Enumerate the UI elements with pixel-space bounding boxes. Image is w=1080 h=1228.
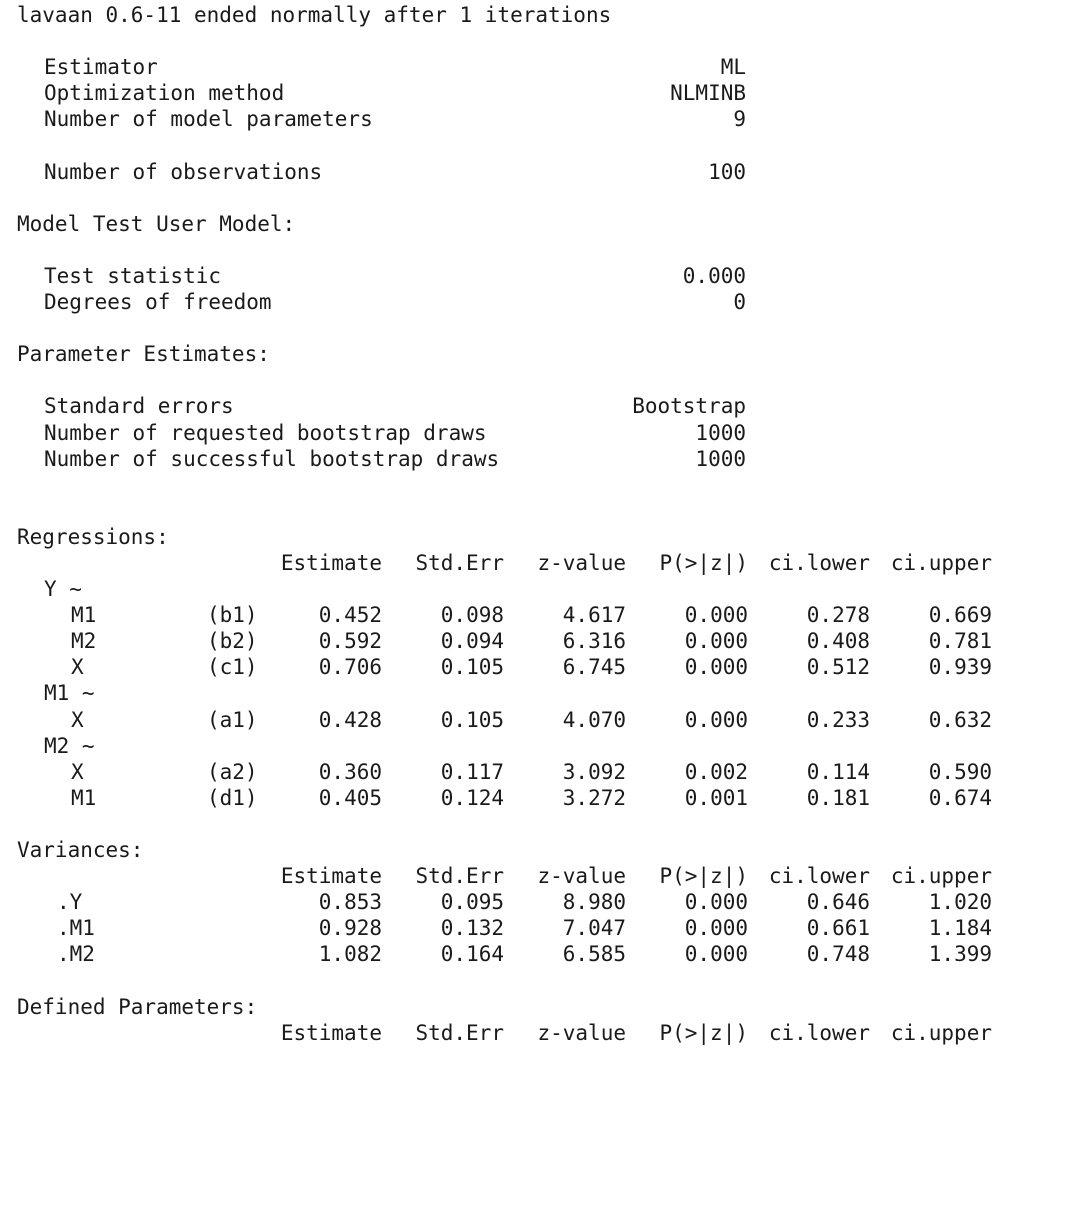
table-row bbox=[17, 628, 1067, 654]
row-var: M2 bbox=[71, 629, 97, 654]
cell-estimate: 0.706 bbox=[318, 655, 382, 680]
table-row bbox=[17, 759, 1067, 785]
table-row bbox=[17, 654, 1067, 680]
cell-estimate: 0.592 bbox=[318, 629, 382, 654]
cell-pvalue: 0.000 bbox=[684, 890, 748, 915]
cell-ci-upper: 0.590 bbox=[928, 759, 992, 784]
col-header: ci.upper bbox=[890, 1020, 992, 1045]
info-row bbox=[17, 106, 1067, 132]
info-row bbox=[17, 54, 1067, 80]
col-header: Estimate bbox=[280, 1020, 382, 1045]
cell-estimate: 1.082 bbox=[318, 942, 382, 967]
table-row bbox=[17, 602, 1067, 628]
col-header: z-value bbox=[537, 864, 626, 889]
regression-group-lhs bbox=[17, 680, 1067, 706]
console-output bbox=[17, 2, 1067, 1046]
cell-ci-lower: 0.233 bbox=[806, 707, 870, 732]
col-header: ci.upper bbox=[890, 864, 992, 889]
cell-zvalue: 4.617 bbox=[562, 603, 626, 628]
cell-pvalue: 0.000 bbox=[684, 655, 748, 680]
col-header: z-value bbox=[537, 550, 626, 575]
blank-line bbox=[17, 237, 1067, 263]
model-test-heading: Model Test User Model: bbox=[17, 211, 296, 236]
cell-ci-lower: 0.646 bbox=[806, 890, 870, 915]
cell-pvalue: 0.000 bbox=[684, 603, 748, 628]
blank-line bbox=[17, 367, 1067, 393]
cell-pvalue: 0.000 bbox=[684, 629, 748, 654]
cell-ci-upper: 0.674 bbox=[928, 785, 992, 810]
col-header: Std.Err bbox=[415, 864, 504, 889]
col-header: Std.Err bbox=[415, 550, 504, 575]
cell-zvalue: 7.047 bbox=[562, 916, 626, 941]
section-heading bbox=[17, 211, 1067, 237]
lhs-label: Y ~ bbox=[44, 577, 82, 602]
row-var: .M1 bbox=[57, 916, 95, 941]
defined-parameters-heading: Defined Parameters: bbox=[17, 994, 258, 1019]
cell-zvalue: 4.070 bbox=[562, 707, 626, 732]
info-label: Standard errors bbox=[44, 394, 234, 419]
blank-line bbox=[17, 185, 1067, 211]
info-row bbox=[17, 393, 1067, 419]
table-row bbox=[17, 915, 1067, 941]
cell-stderr: 0.132 bbox=[440, 916, 504, 941]
info-value: NLMINB bbox=[670, 81, 746, 106]
row-var: X bbox=[71, 655, 84, 680]
cell-ci-upper: 1.184 bbox=[928, 916, 992, 941]
cell-zvalue: 3.092 bbox=[562, 759, 626, 784]
info-value: 1000 bbox=[695, 420, 746, 445]
col-header: Std.Err bbox=[415, 1020, 504, 1045]
lhs-label: M1 ~ bbox=[44, 681, 95, 706]
row-var: X bbox=[71, 707, 84, 732]
cell-stderr: 0.117 bbox=[440, 759, 504, 784]
variances-heading: Variances: bbox=[17, 838, 144, 862]
row-label: (b1) bbox=[207, 603, 258, 628]
cell-zvalue: 6.585 bbox=[562, 942, 626, 967]
info-label: Number of observations bbox=[44, 159, 323, 184]
info-value: 0.000 bbox=[682, 263, 746, 288]
cell-zvalue: 6.745 bbox=[562, 655, 626, 680]
row-var: X bbox=[71, 759, 84, 784]
info-row bbox=[17, 263, 1067, 289]
blank-line bbox=[17, 28, 1067, 54]
regression-group-lhs bbox=[17, 576, 1067, 602]
row-label: (c1) bbox=[207, 655, 258, 680]
cell-ci-lower: 0.512 bbox=[806, 655, 870, 680]
info-value: 0 bbox=[733, 290, 746, 315]
blank-line bbox=[17, 967, 1067, 993]
section-heading bbox=[17, 994, 1067, 1020]
row-var: .M2 bbox=[57, 942, 95, 967]
cell-stderr: 0.094 bbox=[440, 629, 504, 654]
info-value: 100 bbox=[708, 159, 746, 184]
row-var: M1 bbox=[71, 603, 97, 628]
info-row bbox=[17, 80, 1067, 106]
blank-line bbox=[17, 498, 1067, 524]
cell-ci-lower: 0.408 bbox=[806, 629, 870, 654]
table-row bbox=[17, 941, 1067, 967]
cell-estimate: 0.360 bbox=[318, 759, 382, 784]
col-header: P(>|z|) bbox=[659, 864, 748, 889]
cell-zvalue: 3.272 bbox=[562, 785, 626, 810]
info-label: Number of requested bootstrap draws bbox=[44, 420, 487, 445]
col-header: Estimate bbox=[280, 864, 382, 889]
cell-ci-upper: 0.669 bbox=[928, 603, 992, 628]
info-row bbox=[17, 446, 1067, 472]
cell-estimate: 0.853 bbox=[318, 890, 382, 915]
cell-ci-upper: 1.020 bbox=[928, 890, 992, 915]
cell-ci-lower: 0.278 bbox=[806, 603, 870, 628]
cell-ci-lower: 0.661 bbox=[806, 916, 870, 941]
info-label: Test statistic bbox=[44, 263, 222, 288]
info-label: Number of model parameters bbox=[44, 107, 373, 132]
col-header: ci.lower bbox=[768, 864, 870, 889]
cell-pvalue: 0.000 bbox=[684, 707, 748, 732]
col-header: P(>|z|) bbox=[659, 1020, 748, 1045]
cell-ci-upper: 1.399 bbox=[928, 942, 992, 967]
cell-ci-lower: 0.181 bbox=[806, 785, 870, 810]
status-line bbox=[17, 2, 1067, 28]
info-label: Number of successful bootstrap draws bbox=[44, 446, 500, 471]
col-header: z-value bbox=[537, 1020, 626, 1045]
info-value: Bootstrap bbox=[632, 394, 746, 419]
section-heading bbox=[17, 524, 1067, 550]
column-header-row bbox=[17, 550, 1067, 576]
table-row bbox=[17, 785, 1067, 811]
cell-stderr: 0.095 bbox=[440, 890, 504, 915]
cell-ci-lower: 0.114 bbox=[806, 759, 870, 784]
cell-estimate: 0.428 bbox=[318, 707, 382, 732]
info-value: 9 bbox=[733, 107, 746, 132]
cell-pvalue: 0.002 bbox=[684, 759, 748, 784]
info-label: Estimator bbox=[44, 55, 158, 80]
info-row bbox=[17, 420, 1067, 446]
blank-line bbox=[17, 132, 1067, 158]
blank-line bbox=[17, 472, 1067, 498]
cell-zvalue: 6.316 bbox=[562, 629, 626, 654]
col-header: ci.upper bbox=[890, 550, 992, 575]
row-label: (d1) bbox=[207, 785, 258, 810]
lhs-label: M2 ~ bbox=[44, 733, 95, 758]
cell-pvalue: 0.001 bbox=[684, 785, 748, 810]
info-value: ML bbox=[720, 55, 746, 80]
cell-stderr: 0.124 bbox=[440, 785, 504, 810]
cell-pvalue: 0.000 bbox=[684, 916, 748, 941]
blank-line bbox=[17, 315, 1067, 341]
info-label: Degrees of freedom bbox=[44, 290, 272, 315]
cell-ci-upper: 0.939 bbox=[928, 655, 992, 680]
cell-estimate: 0.452 bbox=[318, 603, 382, 628]
cell-stderr: 0.105 bbox=[440, 707, 504, 732]
cell-stderr: 0.098 bbox=[440, 603, 504, 628]
row-label: (a2) bbox=[207, 759, 258, 784]
regressions-heading: Regressions: bbox=[17, 524, 169, 549]
status-text: lavaan 0.6-11 ended normally after 1 iterations bbox=[17, 3, 612, 27]
row-label: (b2) bbox=[207, 629, 258, 654]
info-row bbox=[17, 289, 1067, 315]
col-header: Estimate bbox=[280, 550, 382, 575]
cell-ci-lower: 0.748 bbox=[806, 942, 870, 967]
table-row bbox=[17, 889, 1067, 915]
col-header: P(>|z|) bbox=[659, 550, 748, 575]
table-row bbox=[17, 707, 1067, 733]
column-header-row bbox=[17, 1020, 1067, 1046]
cell-zvalue: 8.980 bbox=[562, 890, 626, 915]
blank-line bbox=[17, 811, 1067, 837]
info-value: 1000 bbox=[695, 446, 746, 471]
section-heading bbox=[17, 837, 1067, 863]
col-header: ci.lower bbox=[768, 550, 870, 575]
info-label: Optimization method bbox=[44, 81, 285, 106]
cell-estimate: 0.405 bbox=[318, 785, 382, 810]
row-label: (a1) bbox=[207, 707, 258, 732]
parameter-estimates-heading: Parameter Estimates: bbox=[17, 342, 270, 367]
cell-pvalue: 0.000 bbox=[684, 942, 748, 967]
cell-ci-upper: 0.632 bbox=[928, 707, 992, 732]
col-header: ci.lower bbox=[768, 1020, 870, 1045]
cell-estimate: 0.928 bbox=[318, 916, 382, 941]
column-header-row bbox=[17, 863, 1067, 889]
cell-ci-upper: 0.781 bbox=[928, 629, 992, 654]
cell-stderr: 0.105 bbox=[440, 655, 504, 680]
cell-stderr: 0.164 bbox=[440, 942, 504, 967]
regression-group-lhs bbox=[17, 733, 1067, 759]
row-var: M1 bbox=[71, 785, 97, 810]
section-heading bbox=[17, 341, 1067, 367]
info-row bbox=[17, 159, 1067, 185]
row-var: .Y bbox=[57, 890, 83, 915]
